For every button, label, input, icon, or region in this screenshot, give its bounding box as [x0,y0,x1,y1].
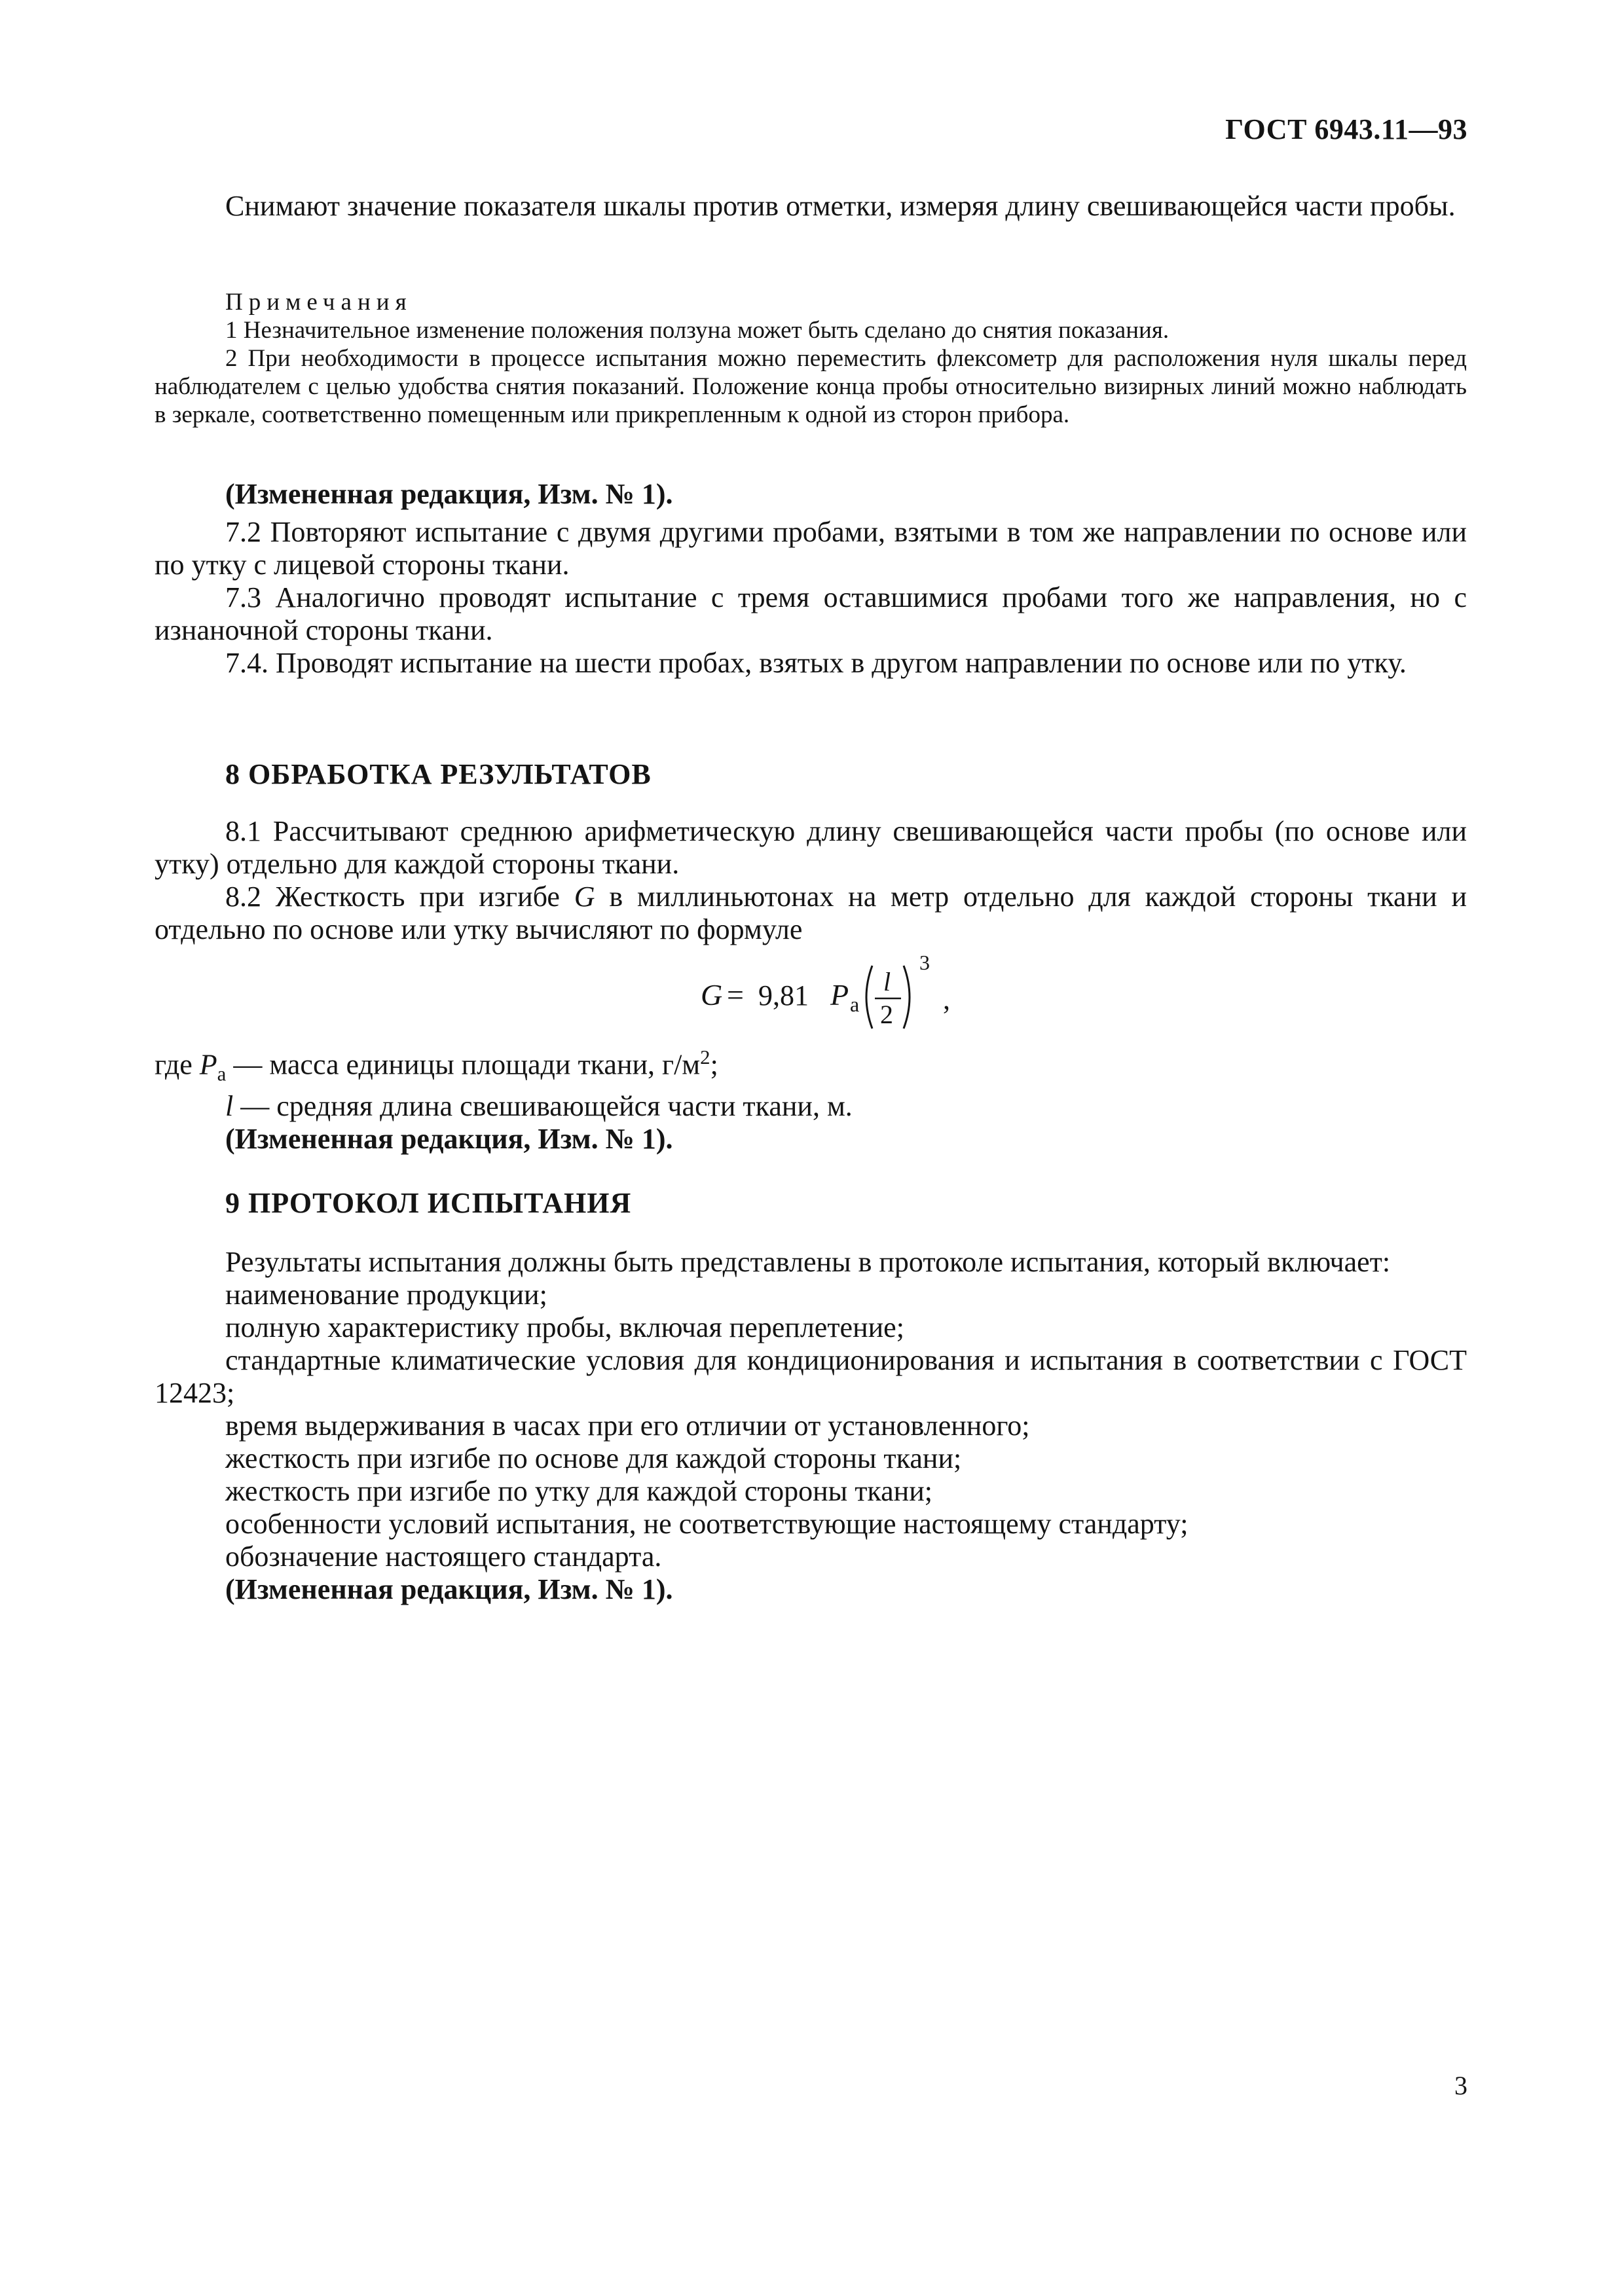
paragraph-7-3: 7.3 Аналогично проводят испытание с тремя оставшимися пробами того же направления, но с изнаночной стороны ткани. [155,581,1467,646]
note-item-1: 1 Незначительное изменение положения ползуна может быть сделано до снятия показания. [225,317,1170,344]
note-item-2: 2 При необходимости в процессе испытания можно переместить флексометр для расположения нуля шкалы перед наблюдателем с целью удобства снятия показаний. Положение конца пробы относительно визирных линий можно наблюдать в зеркале, соответственно помещенным или прикрепленным к одной из сторон прибора. [155,345,1467,428]
formula-numerator: l [883,967,891,996]
formula-legend [155,1041,1467,1156]
list-item: особенности условий испытания, не соответствующие настоящему стандарту; [225,1508,1189,1540]
paragraph-8-2: 8.2 Жесткость при изгибе G в миллиньютонах на метр отдельно для каждой стороны ткани и отдельно по основе или утку вычисляют по формуле [155,881,1467,945]
section7-block [155,478,1467,680]
stiffness-formula [701,946,989,1044]
paragraph-8-1: 8.1 Рассчитывают среднюю арифметическую длину свешивающейся части пробы (по основе или утку) отдельно для каждой стороны ткани. [155,815,1467,880]
formula-p: P [830,978,849,1011]
notes-block [155,288,1467,429]
formula-p-subscript: a [850,993,860,1016]
amendment-note: (Измененная редакция, Изм. № 1). [225,478,673,510]
list-item: наименование продукции; [225,1279,547,1311]
legend-pa: где $P_a$ — масса единицы площади ткани, $г/м^2$; [155,1046,718,1085]
intro-paragraph: Снимают значение показателя шкалы против отметки, измеряя длину свешивающейся части пробы. [225,190,1456,222]
formula-denominator: 2 [880,1000,893,1029]
list-item: время выдерживания в часах при его отличии от установленного; [225,1410,1030,1442]
list-item: полную характеристику пробы, включая переплетение; [225,1311,904,1343]
list-item: жесткость при изгибе по основе для каждой стороны ткани; [225,1442,962,1474]
intro-block [155,190,1467,223]
notes-title: Примечания [225,289,413,316]
page-number: 3 [1454,2071,1467,2100]
section9-intro: Результаты испытания должны быть представлены в протоколе испытания, который включает: [225,1246,1391,1278]
paragraph-7-4: 7.4. Проводят испытание на шести пробах, взятых в другом направлении по основе или по утку. [225,647,1407,679]
section8-block [155,815,1467,946]
list-item: обозначение настоящего стандарта. [225,1540,662,1573]
section9-amendment: (Измененная редакция, Изм. № 1). [225,1573,673,1605]
section-8-title: 8 ОБРАБОТКА РЕЗУЛЬТАТОВ [225,758,652,790]
formula-equals: = [727,978,744,1011]
formula-coefficient: 9,81 [758,979,809,1011]
formula-right-paren [904,966,910,1029]
formula-comma: , [943,983,950,1015]
document-header: ГОСТ 6943.11—93 [1225,113,1467,145]
formula-lhs: G [701,978,723,1011]
formula-left-paren [866,966,872,1029]
section-9-title: 9 ПРОТОКОЛ ИСПЫТАНИЯ [225,1187,632,1219]
formula-exponent: 3 [919,951,930,974]
legend-l: l — средняя длина свешивающейся части ткани, м. [225,1090,853,1123]
section9-block [155,1246,1467,1606]
paragraph-7-2: 7.2 Повторяют испытание с двумя другими пробами, взятыми в том же направлении по основе или по утку с лицевой стороны ткани. [155,516,1467,581]
list-item: жесткость при изгибе по утку для каждой стороны ткани; [225,1475,932,1507]
list-item: стандартные климатические условия для кондиционирования и испытания в соответствии с ГОСТ 12423; [155,1344,1467,1409]
section8-amendment: (Измененная редакция, Изм. № 1). [225,1123,673,1156]
